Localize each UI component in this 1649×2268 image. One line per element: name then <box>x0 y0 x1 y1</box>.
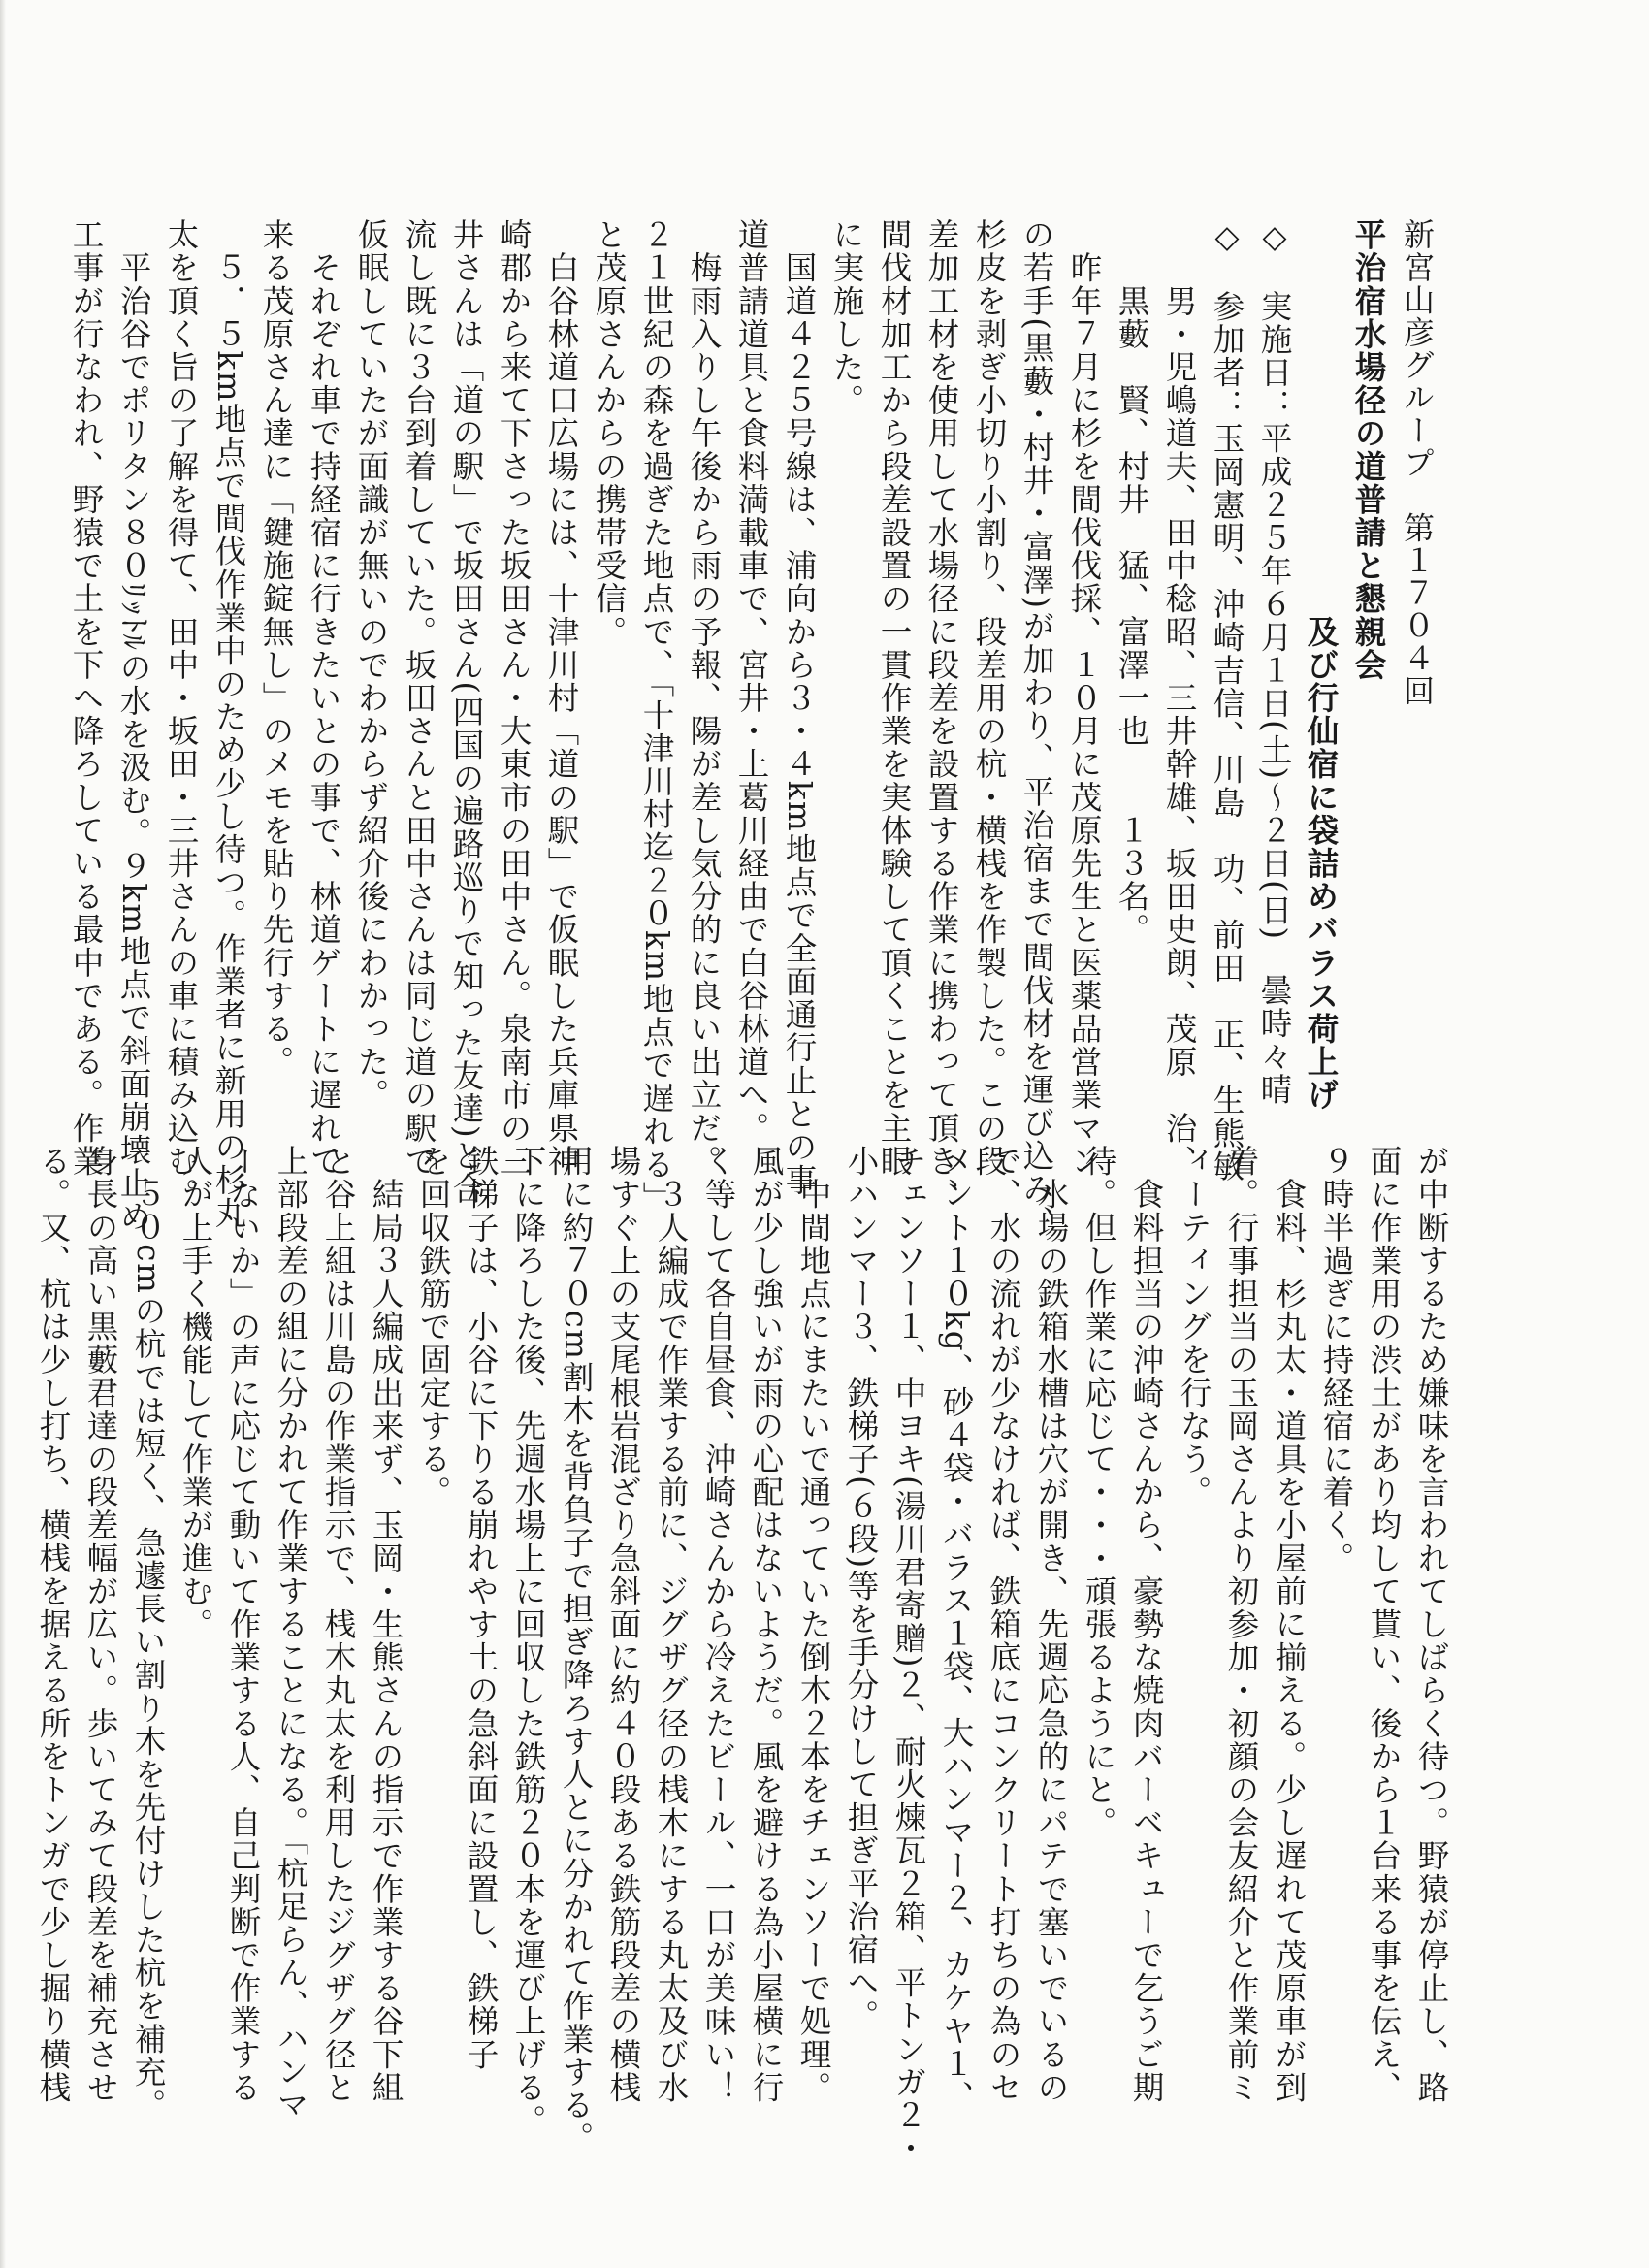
upper-text-line: 太を頂く旨の了解を得て、田中・坂田・三井さんの車に積み込む。 <box>163 218 200 1211</box>
lower-text-line: 着。行事担当の玉岡さんより初参加・初顔の会友紹介と作業前ミ <box>1223 1145 1260 2104</box>
upper-text-line: 工事が行なわれ、野猿で土を下へ降ろしている最中である。作業 <box>68 218 105 1178</box>
lower-text-line: 食料担当の沖崎さんから、豪勢な焼肉バーベキューで乞うご期 <box>1128 1145 1165 2104</box>
lower-text-line: 小ハンマー３、鉄梯子(６段)等を手分けして担ぎ平治宿へ。 <box>843 1145 880 2033</box>
lower-text-line: 中間地点にまたいで通っていた倒木２本をチェンソーで処理。 <box>795 1145 832 2104</box>
upper-text-line: 杉皮を剥ぎ小切り小割り、段差用の杭・横桟を作製した。この段 <box>971 218 1008 1178</box>
upper-text-line: 道普請道具と食料満載車で、宮井・上葛川経由で白谷林道へ。 <box>733 218 770 1145</box>
upper-text-line: 新宮山彦グループ 第１７０４回 <box>1399 218 1436 707</box>
upper-text-line: 平治谷でポリタン８０ﾘｯﾄﾙの水を汲む。９km地点で斜面崩壊止め <box>115 218 152 1233</box>
lower-text-line: 場すぐ上の支尾根岩混ざり急斜面に約４０段ある鉄筋段差の横桟 <box>605 1145 642 2104</box>
lower-text-line: と谷上組は川島の作業指示で、桟木丸太を利用したジグザグ径と <box>320 1145 357 2104</box>
lower-text-line: 食料、杉丸太・道具を小屋前に揃える。少し遅れて茂原車が到 <box>1271 1145 1308 2104</box>
upper-text-line: 昨年７月に杉を間伐伐採、１０月に茂原先生と医薬品営業マン <box>1066 218 1103 1178</box>
scan-edge <box>0 0 6 2268</box>
upper-text-line: 梅雨入りし午後から雨の予報、陽が差し気分的に良い出立だ。 <box>686 218 723 1178</box>
upper-text-line: に実施した。 <box>828 218 865 417</box>
upper-text-line: と茂原さんからの携帯受信。 <box>591 218 628 649</box>
lower-text-line: を回収鉄筋で固定する。 <box>415 1145 452 1509</box>
lower-text-line: 鉄梯子は、小谷に下りる崩れやす土の急斜面に設置し、鉄梯子 <box>463 1145 500 2071</box>
upper-text-line: 流し既に３台到着していた。坂田さんと田中さんは同じ道の駅で <box>401 218 437 1178</box>
lower-text-line: チェンソー１、中ヨキ(湯川君寄贈)２、耐火煉瓦２箱、平トンガ２・ <box>890 1145 927 2165</box>
upper-text-line: 井さんは「道の駅」で坂田さん(四国の遍路巡りで知った友達)と合 <box>448 218 485 1206</box>
lower-text-line: く等して各自昼食、沖崎さんから冷えたビール、一口が美味い！ <box>700 1145 737 2104</box>
lower-text-line: 用に約７０cm割木を背負子で担ぎ降ろす人とに分かれて作業する。 <box>558 1145 595 2155</box>
lower-text-line: ５０cmの杭では短く、急遽長い割り木を先付けした杭を補充。 <box>130 1145 167 2122</box>
upper-text-line: それぞれ車で持経宿に行きたいとの事で、林道ゲートに遅れて <box>306 218 342 1178</box>
upper-text-line: の若手(黒藪・村井・富澤)が加わり、平治宿まで間伐材を運び込み、 <box>1018 218 1055 1239</box>
lower-text-line: 待。但し作業に応じて・・・頑張るようにと。 <box>1081 1145 1117 1840</box>
upper-text-line: ◇ 参加者：玉岡憲明、沖崎吉信、川島 功、前田 正、生熊敏 <box>1209 218 1245 1183</box>
lower-text-line: 下に降ろした後、先週水場上に回収した鉄筋２０本を運び上げる。 <box>510 1145 547 2137</box>
lower-text-line: ９時半過ぎに持経宿に着く。 <box>1318 1145 1355 1575</box>
lower-text-line: 面に作業用の渋土があり均して貰い、後から１台来る事を伝え、 <box>1366 1145 1403 2104</box>
upper-text-line: 来る茂原さん達に「鍵施錠無し」のメモを貼り先行する。 <box>258 218 295 1079</box>
lower-text-line: 水場の鉄箱水槽は穴が開き、先週応急的にパテで塞いでいるの <box>1033 1145 1070 2104</box>
upper-text-line: 国道４２５号線は、浦向から３・４km地点で全面通行止との事 <box>781 218 818 1197</box>
upper-text-line: 黒藪 賢、村井 猛、富澤一也 １３名。 <box>1114 218 1150 947</box>
lower-text-block <box>35 1145 1455 2241</box>
upper-text-line: 白谷林道口広場には、十津川村「道の駅」で仮眠した兵庫県神 <box>543 218 580 1178</box>
lower-text-line: 風が少し強いが雨の心配はないようだ。風を避ける為小屋横に行 <box>748 1145 785 2104</box>
lower-text-line: ３人編成で作業する前に、ジグザグ径の桟木にする丸太及び水 <box>653 1145 690 2104</box>
upper-text-line: 仮眠していたが面識が無いのでわからず紹介後にわかった。 <box>353 218 390 1112</box>
upper-text-line: 男・児嶋道夫、田中稔昭、三井幹雄、坂田史朗、茂原 治、 <box>1161 218 1198 1178</box>
upper-text-line: 間伐材加工から段差設置の一貫作業を実体験して頂くことを主眼 <box>876 218 913 1178</box>
lower-text-line: ーないか」の声に応じて動いて作業する人、自己判断で作業する <box>225 1145 262 2104</box>
lower-text-line: 上部段差の組に分かれて作業することになる。「杭足らん、ハンマ <box>273 1145 309 2122</box>
upper-text-line: ◇ 実施日：平成２５年６月１日(土)～２日(日) 曇時々晴 <box>1256 218 1293 1107</box>
lower-text-line: 身長の高い黒藪君達の段差幅が広い。歩いてみて段差を補充させ <box>82 1145 119 2104</box>
lower-text-line: が中断するため嫌味を言われてしばらく待つ。野猿が停止し、路 <box>1413 1145 1450 2104</box>
upper-text-line: 平治宿水場径の道普請と懇親会 <box>1350 218 1388 682</box>
upper-text-line: 及び行仙宿に袋詰めバラス荷上げ <box>1303 218 1341 1112</box>
upper-text-line: 崎郡から来て下さった坂田さん・大東市の田中さん。泉南市の三 <box>496 218 533 1178</box>
upper-text-line: ５．５km地点で間伐作業中のため少し待つ。作業者に新用の杉丸 <box>210 218 247 1230</box>
upper-text-line: 差加工材を使用して水場径に段差を設置する作業に携わって頂き、 <box>923 218 960 1211</box>
upper-text-block <box>44 218 1440 1239</box>
lower-text-line: 結局３人編成出来ず、玉岡・生熊さんの指示で作業する谷下組 <box>368 1145 404 2104</box>
lower-text-line: で、水の流れが少なければ、鉄箱底にコンクリート打ちの為のセ <box>986 1145 1022 2104</box>
upper-text-line: ２１世紀の森を過ぎた地点で、「十津川村迄２０km地点で遅れる」 <box>638 218 675 1215</box>
lower-text-line: メント１０kg、砂４袋・バラス１袋、大ハンマー２、カケヤ１、 <box>938 1145 975 2114</box>
lower-text-line: る。又、杭は少し打ち、横桟を据える所をトンガで少し掘り横桟 <box>35 1145 72 2104</box>
lower-text-line: ィーティングを行なう。 <box>1176 1145 1212 1509</box>
lower-text-line: 人が上手く機能して作業が進む。 <box>178 1145 214 1641</box>
